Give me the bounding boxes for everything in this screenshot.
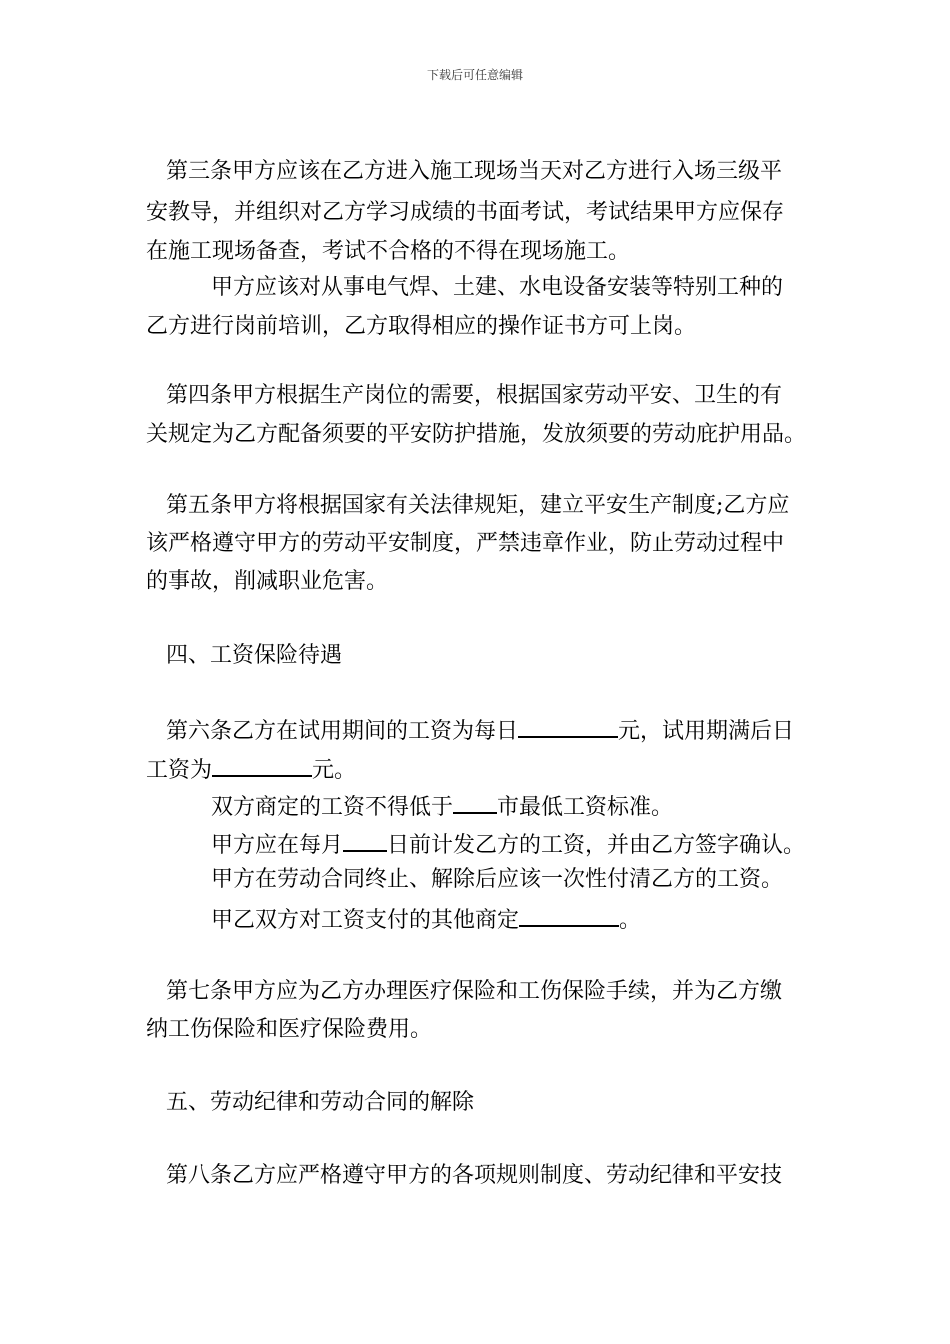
article-6-text-a: 第六条乙方在试用期间的工资为每日 <box>166 719 519 744</box>
article-6-text-b: 元，试用期满后日 <box>618 719 795 744</box>
termination-pay-line: 甲方在劳动合同终止、解除后应该一次性付清乙方的工资。 <box>211 867 784 892</box>
other-agreement-blank <box>519 903 619 927</box>
other-agreement-text-b: 。 <box>619 908 642 933</box>
article-6-text-c: 工资为 <box>146 758 213 783</box>
article-6-line-1 <box>166 714 846 746</box>
other-agreement-line <box>211 903 891 935</box>
article-6-line-2 <box>146 753 826 785</box>
other-agreement-text-a: 甲乙双方对工资支付的其他商定 <box>211 908 520 933</box>
daily-wage-blank <box>518 714 618 738</box>
article-8-line-1: 第八条乙方应严格遵守甲方的各项规则制度、劳动纪律和平安技 <box>166 1163 783 1188</box>
page-header-note: 下载后可任意编辑 <box>426 68 523 82</box>
article-3-line-3: 在施工现场备查，考试不合格的不得在现场施工。 <box>146 239 631 264</box>
article-5-line-3: 的事故，削减职业危害。 <box>146 569 389 594</box>
min-wage-line <box>211 790 891 822</box>
pay-day-text-a: 甲方应在每月 <box>211 833 344 858</box>
training-line-2: 乙方进行岗前培训，乙方取得相应的操作证书方可上岗。 <box>146 314 697 339</box>
article-3-line-1: 第三条甲方应该在乙方进入施工现场当天对乙方进行入场三级平 <box>166 159 783 184</box>
section-4-heading: 四、工资保险待遇 <box>166 643 343 668</box>
min-wage-text-b: 市最低工资标准。 <box>497 795 674 820</box>
article-4-line-2: 关规定为乙方配备须要的平安防护措施，发放须要的劳动庇护用品。 <box>146 422 807 447</box>
article-5-line-2: 该严格遵守甲方的劳动平安制度，严禁违章作业，防止劳动过程中 <box>146 531 785 556</box>
section-5-heading: 五、劳动纪律和劳动合同的解除 <box>166 1090 475 1115</box>
training-line-1: 甲方应该对从事电气焊、土建、水电设备安装等特别工种的 <box>211 275 784 300</box>
post-probation-wage-blank <box>212 753 312 777</box>
article-4-line-1: 第四条甲方根据生产岗位的需要，根据国家劳动平安、卫生的有 <box>166 383 783 408</box>
article-5-line-1: 第五条甲方将根据国家有关法律规矩，建立平安生产制度;乙方应 <box>166 493 790 518</box>
pay-day-blank <box>343 828 387 852</box>
pay-day-line <box>211 828 891 860</box>
article-7-line-2: 纳工伤保险和医疗保险费用。 <box>146 1017 433 1042</box>
city-blank <box>453 790 497 814</box>
article-6-text-d: 元。 <box>312 758 357 783</box>
pay-day-text-b: 日前计发乙方的工资，并由乙方签字确认。 <box>387 833 806 858</box>
min-wage-text-a: 双方商定的工资不得低于 <box>211 795 454 820</box>
article-7-line-1: 第七条甲方应为乙方办理医疗保险和工伤保险手续，并为乙方缴 <box>166 979 783 1004</box>
article-3-line-2: 安教导，并组织对乙方学习成绩的书面考试，考试结果甲方应保存 <box>146 200 785 225</box>
